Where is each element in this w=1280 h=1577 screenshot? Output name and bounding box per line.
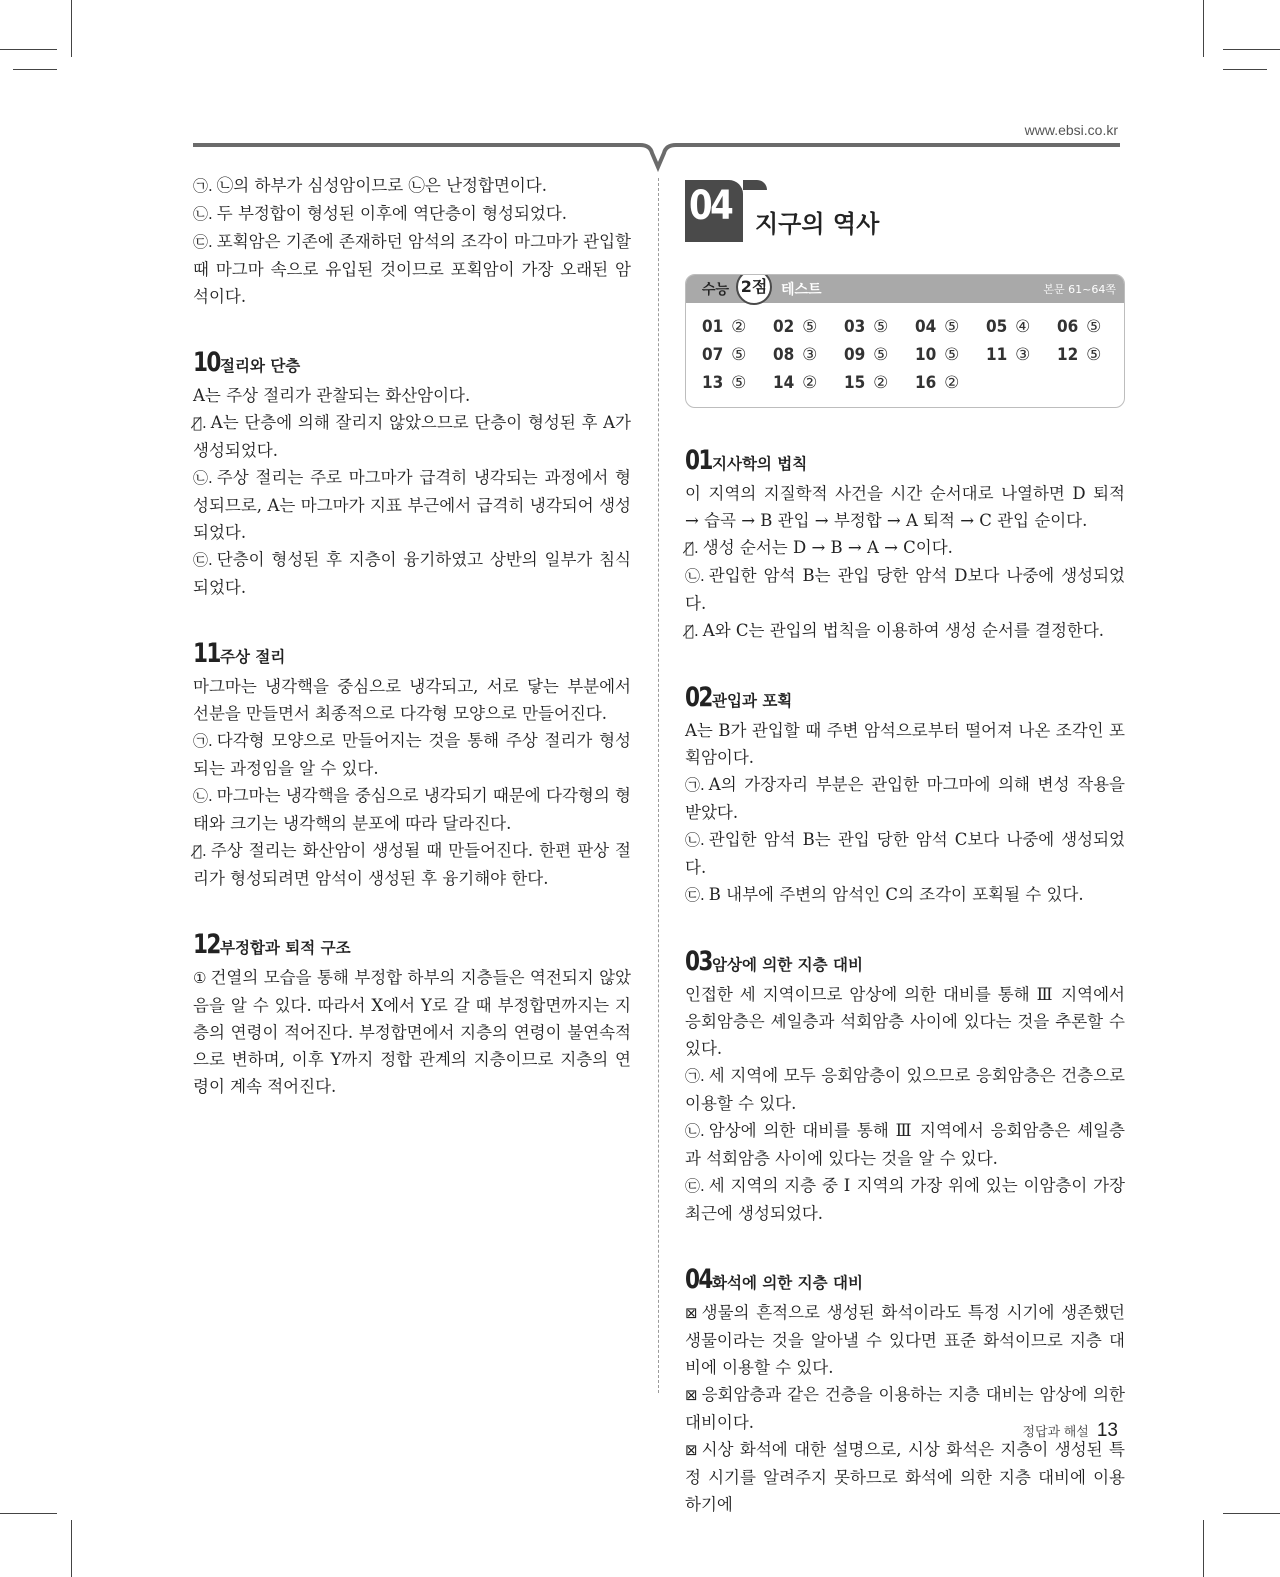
site-url: www.ebsi.co.kr (1024, 122, 1118, 138)
intro-item: ㉠. ㉡의 하부가 심성암이므로 ㉡은 난정합면이다. (193, 172, 631, 200)
chapter-header (685, 180, 1125, 250)
answer-cell: 10 ⑤ (915, 345, 960, 365)
section-heading (685, 679, 1125, 713)
answer-item: ㄱ̸. A는 단층에 의해 잘리지 않았으므로 단층이 형성된 후 A가 생성되었다. (193, 409, 631, 464)
chapter-number: 04 (689, 183, 732, 229)
crop-mark (1203, 0, 1204, 57)
answer-item: ㉠. A의 가장자리 부분은 관입한 마그마에 의해 변성 작용을 받았다. (685, 771, 1125, 826)
answer-item: ㉡. 암상에 의한 대비를 통해 Ⅲ 지역에서 응회암층은 셰일층과 석회암층 사이에 있다는 것을 알 수 있다. (685, 1117, 1125, 1172)
item-marker: ㉡. (193, 787, 213, 805)
answer-item: ㉡. 마그마는 냉각핵을 중심으로 냉각되기 때문에 다각형의 형태와 크기는 냉각핵의 분포에 따라 달라진다. (193, 782, 631, 837)
answer-item: ㉡. 주상 절리는 주로 마그마가 급격히 냉각되는 과정에서 형성되므로, A는 마그마가 지표 부근에서 급격히 냉각되어 생성되었다. (193, 464, 631, 546)
crop-mark (1223, 49, 1280, 50)
answer-item: ㉡. 관입한 암석 B는 관입 당한 암석 C보다 나중에 생성되었다. (685, 826, 1125, 881)
crop-mark (1223, 1513, 1280, 1514)
section-number: 12 (193, 929, 220, 960)
section-04 (685, 1261, 1125, 1518)
intro-item: ㉢. 포획암은 기존에 존재하던 암석의 조각이 마그마가 관입할 때 마그마 속으로 유입된 것이므로 포획암이 가장 오래된 암석이다. (193, 228, 631, 310)
item-marker: ㄷ̸. (193, 842, 207, 860)
crop-mark (1223, 69, 1267, 70)
section-heading (193, 926, 631, 960)
item-marker: ⊠ (685, 1441, 698, 1459)
answer-key-box (685, 274, 1125, 408)
answer-cell: 08 ③ (773, 345, 818, 365)
answer-cell: 07 ⑤ (702, 345, 747, 365)
crop-mark (71, 0, 72, 57)
item-marker: ⊠ (685, 1386, 698, 1404)
section-02 (685, 679, 1125, 909)
left-column (193, 172, 631, 1100)
answer-item: ㄱ̸. 생성 순서는 D → B → A → C이다. (685, 534, 1125, 562)
answer-key-header (686, 275, 1124, 303)
section-title: 부정합과 퇴적 구조 (220, 939, 351, 957)
answer-cell: 05 ④ (986, 317, 1031, 337)
answer-item: ㄷ̸. A와 C는 관입의 법칙을 이용하여 생성 순서를 결정한다. (685, 617, 1125, 645)
answer-cell: 13 ⑤ (702, 373, 747, 393)
section-title: 화석에 의한 지층 대비 (712, 1274, 863, 1292)
item-marker: ㉠. (685, 776, 705, 794)
answer-item: ㉢. 단층이 형성된 후 지층이 융기하였고 상반의 일부가 침식되었다. (193, 546, 631, 601)
answer-item: ㉢. 세 지역의 지층 중 Ⅰ 지역의 가장 위에 있는 이암층이 가장 최근에 생성되었다. (685, 1172, 1125, 1227)
answer-cell: 03 ⑤ (844, 317, 889, 337)
item-marker: ㉠. (193, 732, 213, 750)
item-marker: ㉢. (193, 233, 213, 251)
section-number: 11 (193, 638, 220, 669)
item-marker: ㉢. (193, 551, 213, 569)
answer-item: ㉠. 다각형 모양으로 만들어지는 것을 통해 주상 절리가 형성되는 과정임을 알 수 있다. (193, 727, 631, 782)
answer-cell: 14 ② (773, 373, 818, 393)
answer-cell: 12 ⑤ (1057, 345, 1102, 365)
section-heading (193, 344, 631, 378)
section-lead: 인접한 세 지역이므로 암상에 의한 대비를 통해 Ⅲ 지역에서 응회암층은 셰일층과 석회암층 사이에 있다는 것을 추론할 수 있다. (685, 985, 1125, 1058)
chapter-title: 지구의 역사 (755, 210, 880, 238)
answer-item: ㉡. 관입한 암석 B는 관입 당한 암석 D보다 나중에 생성되었다. (685, 562, 1125, 617)
item-marker: ㉢. (685, 886, 705, 904)
answer-cell: 04 ⑤ (915, 317, 960, 337)
answer-cell: 09 ⑤ (844, 345, 889, 365)
section-01 (685, 442, 1125, 645)
section-12 (193, 926, 631, 1100)
answer-grid (686, 303, 1124, 407)
answer-cell: 15 ② (844, 373, 889, 393)
section-heading (685, 442, 1125, 476)
chapter-tab-decoration (743, 180, 767, 190)
crop-mark (71, 1520, 72, 1577)
intro-item: ㉡. 두 부정합이 형성된 이후에 역단층이 형성되었다. (193, 200, 631, 228)
section-heading (193, 635, 631, 669)
crop-mark (13, 69, 57, 70)
answer-item: ㉠. 세 지역에 모두 응회암층이 있으므로 응회암층은 건층으로 이용할 수 있다. (685, 1062, 1125, 1117)
section-heading (685, 943, 1125, 977)
item-marker: ㄱ̸. (685, 539, 699, 557)
answer-item: ⊠ 응회암층과 같은 건층을 이용하는 지층 대비는 암상에 의한 대비이다. (685, 1381, 1125, 1436)
answer-item: ⊠ 시상 화석에 대한 설명으로, 시상 화석은 지층이 생성된 특정 시기를 알려주지 못하므로 화석에 의한 지층 대비에 이용하기에 (685, 1436, 1125, 1518)
item-marker: ㉡. (685, 831, 705, 849)
item-marker: ㉡. (193, 205, 213, 223)
section-number: 01 (685, 445, 712, 476)
section-11 (193, 635, 631, 892)
section-title: 지사학의 법칙 (712, 455, 808, 473)
section-lead: A는 주상 절리가 관찰되는 화산암이다. (193, 386, 471, 405)
column-divider (658, 178, 659, 1393)
section-title: 관입과 포획 (712, 692, 793, 710)
section-number: 03 (685, 946, 712, 977)
answer-item: ① 건열의 모습을 통해 부정합 하부의 지층들은 역전되지 않았음을 알 수 있다. 따라서 X에서 Y로 갈 때 부정합면까지는 지층의 연령이 적어진다. 부정합면에서 지층의 연령이 불연속적으로 변하며, 이후 Y까지 정합 관계의 지층이므로 지층의 연령이 계속 적어진다. (193, 964, 631, 1100)
item-marker: ㄷ̸. (685, 622, 699, 640)
crop-mark (0, 49, 57, 50)
test-label-suneung: 수능 (702, 282, 730, 298)
item-marker: ㉡. (685, 567, 705, 585)
item-marker: ㉢. (685, 1177, 705, 1195)
crop-mark (1203, 1520, 1204, 1577)
test-label: 테스트 (781, 282, 822, 298)
section-number: 10 (193, 347, 220, 378)
item-marker: ㉡. (685, 1122, 705, 1140)
section-lead: 이 지역의 지질학적 사건을 시간 순서대로 나열하면 D 퇴적 → 습곡 → B 관입 → 부정합 → A 퇴적 → C 관입 순이다. (685, 484, 1125, 530)
section-lead: 마그마는 냉각핵을 중심으로 냉각되고, 서로 닿는 부분에서 선분을 만들면서 최종적으로 다각형 모양으로 만들어진다. (193, 677, 631, 723)
section-heading (685, 1261, 1125, 1295)
section-lead: A는 B가 관입할 때 주변 암석으로부터 떨어져 나온 조각인 포획암이다. (685, 721, 1125, 767)
answer-item: ㄷ̸. 주상 절리는 화산암이 생성될 때 만들어진다. 한편 판상 절리가 형성되려면 암석이 생성된 후 융기해야 한다. (193, 837, 631, 892)
page-number: 13 (1096, 1420, 1118, 1441)
item-marker: ① (193, 969, 207, 987)
item-marker: ㉡. (193, 469, 213, 487)
answer-cell: 06 ⑤ (1057, 317, 1102, 337)
chapter-number-box (685, 180, 743, 242)
section-number: 02 (685, 682, 712, 713)
item-marker: ㉠. (685, 1067, 705, 1085)
page-footer (1022, 1420, 1118, 1442)
item-marker: ⊠ (685, 1304, 698, 1322)
test-score-badge: 2점 (736, 274, 772, 305)
right-column (685, 172, 1125, 1518)
answer-cell: 16 ② (915, 373, 960, 393)
answer-cell: 11 ③ (986, 345, 1031, 365)
answer-item: ㉢. B 내부에 주변의 암석인 C의 조각이 포획될 수 있다. (685, 881, 1125, 909)
section-03 (685, 943, 1125, 1227)
section-title: 주상 절리 (220, 648, 286, 666)
crop-mark (0, 1513, 57, 1514)
test-page-range: 본문 61~64쪽 (1043, 283, 1116, 296)
answer-cell: 02 ⑤ (773, 317, 818, 337)
answer-cell: 01 ② (702, 317, 747, 337)
answer-item: ⊠ 생물의 흔적으로 생성된 화석이라도 특정 시기에 생존했던 생물이라는 것을 알아낼 수 있다면 표준 화석이므로 지층 대비에 이용할 수 있다. (685, 1299, 1125, 1381)
section-title: 절리와 단층 (220, 357, 301, 375)
section-number: 04 (685, 1264, 712, 1295)
item-marker: ㄱ̸. (193, 414, 207, 432)
intro-block (193, 172, 631, 310)
footer-label: 정답과 해설 (1022, 1424, 1089, 1439)
item-marker: ㉠. (193, 177, 213, 195)
section-10 (193, 344, 631, 601)
section-title: 암상에 의한 지층 대비 (712, 956, 863, 974)
